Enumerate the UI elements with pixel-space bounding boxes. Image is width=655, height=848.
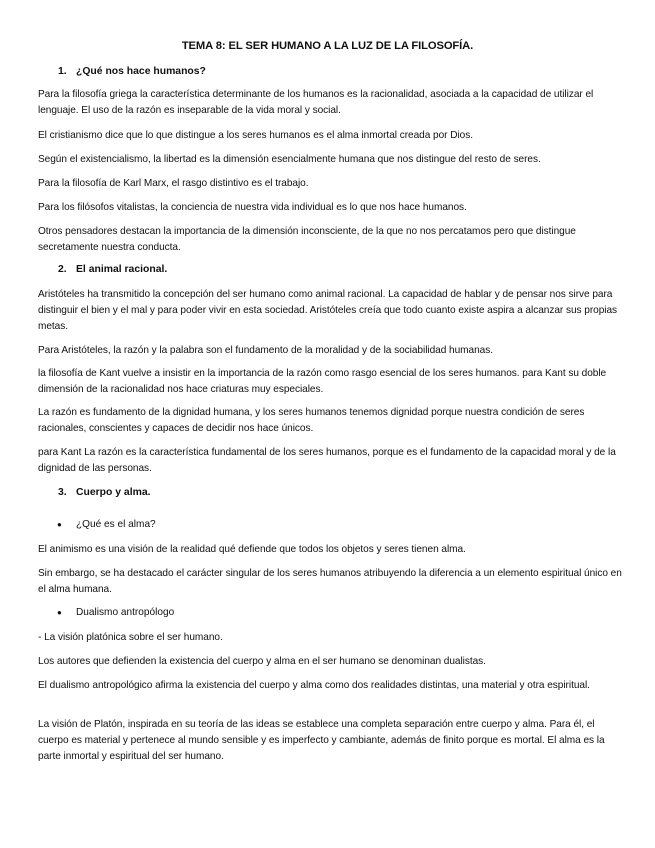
- paragraph: La razón es fundamento de la dignidad humana, y los seres humanos tenemos dignidad porque nuestra condición de seres racionales, conscientes y capaces de decidir nos hace únicos.: [38, 407, 585, 434]
- paragraph: Para la filosofía griega la característica determinante de los humanos es la racionalidad, asociada a la capacidad de utilizar el lenguaje. El uso de la razón es inseparable de la vida moral y social.: [38, 89, 594, 116]
- bullet-item: [57, 607, 174, 618]
- bullet-text: ¿Qué es el alma?: [76, 519, 156, 530]
- paragraph: El dualismo antropológico afirma la existencia del cuerpo y alma como dos realidades distintas, una material y otra espiritual.: [38, 680, 590, 691]
- paragraph: - La visión platónica sobre el ser humano.: [38, 632, 223, 643]
- bullet-item: [57, 519, 156, 530]
- page-title: TEMA 8: EL SER HUMANO A LA LUZ DE LA FILOSOFÍA.: [181, 40, 474, 52]
- bullet-icon: ●: [57, 520, 62, 529]
- paragraph: Los autores que defienden la existencia del cuerpo y alma en el ser humano se denominan dualistas.: [38, 656, 486, 667]
- paragraph: Para los filósofos vitalistas, la conciencia de nuestra vida individual es lo que nos hace humanos.: [38, 202, 467, 213]
- paragraph: El cristianismo dice que lo que distingue a los seres humanos es el alma inmortal creada por Dios.: [38, 130, 473, 141]
- section-number: 2.: [58, 264, 67, 275]
- paragraph: Otros pensadores destacan la importancia de la dimensión inconsciente, de la que no nos percatamos pero que distingue secretamente nuestra conducta.: [38, 226, 576, 253]
- bullet-text: Dualismo antropólogo: [76, 607, 175, 618]
- section-heading-1: [58, 66, 206, 77]
- section-heading-2: [58, 264, 167, 275]
- paragraph: Según el existencialismo, la libertad es la dimensión esencialmente humana que nos distingue del resto de seres.: [38, 154, 541, 165]
- section-number: 3.: [58, 487, 67, 498]
- paragraph: Para la filosofía de Karl Marx, el rasgo distintivo es el trabajo.: [38, 178, 309, 189]
- section-title: ¿Qué nos hace humanos?: [76, 66, 206, 77]
- bullet-icon: ●: [57, 608, 62, 617]
- paragraph: para Kant La razón es la característica fundamental de los seres humanos, porque es el fundamento de la capacidad moral y de la dignidad de las personas.: [38, 447, 616, 474]
- paragraph: Sin embargo, se ha destacado el carácter singular de los seres humanos atribuyendo la diferencia a un elemento espiritual único en el alma humana.: [38, 568, 622, 595]
- section-title: El animal racional.: [76, 264, 168, 275]
- paragraph: Para Aristóteles, la razón y la palabra son el fundamento de la moralidad y de la sociabilidad humanas.: [38, 345, 493, 356]
- paragraph: Aristóteles ha transmitido la concepción del ser humano como animal racional. La capacidad de hablar y de pensar nos sirve para distinguir el bien y el mal y para poder vivir en esta sociedad. Aristóteles creía que todo cuanto existe aspira a alcanzar sus propias metas.: [38, 289, 618, 332]
- paragraph: El animismo es una visión de la realidad qué defiende que todos los objetos y seres tienen alma.: [38, 544, 466, 555]
- section-heading-3: [58, 487, 151, 498]
- section-title: Cuerpo y alma.: [76, 487, 151, 498]
- section-number: 1.: [58, 66, 67, 77]
- paragraph: La visión de Platón, inspirada en su teoría de las ideas se establece una completa separación entre cuerpo y alma. Para él, el cuerpo es material y pertenece al mundo sensible y es imperfecto y cambiante, además de finito porque es mortal. El alma es la parte inmortal y espiritual del ser humano.: [38, 719, 605, 762]
- paragraph: la filosofía de Kant vuelve a insistir en la importancia de la razón como rasgo esencial de los seres humanos. para Kant su doble dimensión de la racionalidad nos hace criaturas muy especiales.: [38, 368, 607, 395]
